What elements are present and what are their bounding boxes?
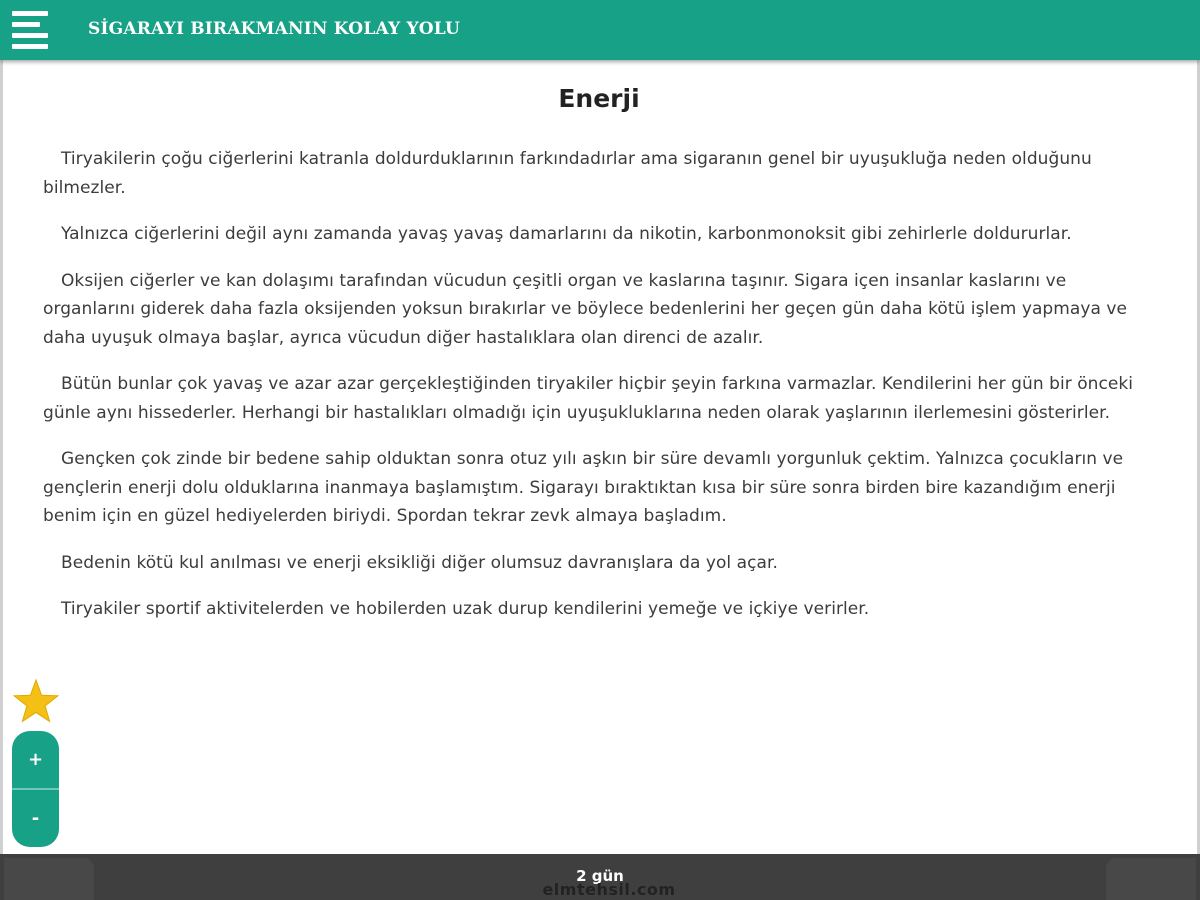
paragraph-7: Tiryakiler sportif aktivitelerden ve hobilerden uzak durup kendilerini yemeğe ve içkiye verirler. [61, 599, 870, 619]
paragraph-1: Tiryakilerin çoğu ciğerlerini katranla doldurduklarının farkındadırlar ama sigaranın genel bir uyuşukluğa neden olduğunu bilmezler. [43, 149, 1092, 198]
app-title: SİGARAYI BIRAKMANIN KOLAY YOLU [88, 19, 461, 39]
paragraph-2: Yalnızca ciğerlerini değil aynı zamanda yavaş yavaş damarlarını da nikotin, karbonmonoksit gibi zehirlerle doldururlar. [61, 224, 1072, 244]
paragraph-5: Gençken çok zinde bir bedene sahip olduktan sonra otuz yılı aşkın bir süre devamlı yorgunluk çektim. Yalnızca çocukların ve gençlerin enerji dolu olduklarına inanmaya başlamıştım. Sigarayı bıraktıktan kısa bir süre sonra birden bire kazandığım enerji benim için en güzel hediyelerden biriydi. Spordan tekrar zevk almaya başladım. [43, 449, 1124, 526]
zoom-in-button[interactable]: + [27, 749, 44, 770]
day-counter: 2 gün [576, 867, 624, 885]
paragraph-4: Bütün bunlar çok yavaş ve azar azar gerçekleştiğinden tiryakiler hiçbir şeyin farkına varmazlar. Kendilerini her gün bir önceki günle aynı hissederler. Herhangi bir hastalıkları olmadığı için uyuşukluklarına neden olarak yaşlarının ilerlemesini gösterirler. [43, 374, 1134, 423]
favorite-star-icon[interactable] [12, 678, 60, 726]
hamburger-menu-icon[interactable] [8, 8, 52, 52]
zoom-out-button[interactable]: - [31, 808, 40, 829]
paragraph-6: Bedenin kötü kul anılması ve enerji eksikliği diğer olumsuz davranışlara da yol açar. [61, 552, 778, 573]
watermark: elmtehsil.com [542, 880, 676, 899]
top-app-bar [0, 0, 1200, 60]
article [43, 82, 1155, 642]
paragraph-3: Oksijen ciğerler ve kan dolaşımı tarafından vücudun çeşitli organ ve kaslarına taşınır. Sigara içen insanlar kaslarını ve organlarını giderek daha fazla oksijenden yoksun bırakırlar ve böylece bedenlerini her geçen gün daha kötü işlem yapmaya ve daha uyuşuk olmaya başlar, ayrıca vücudun diğer hastalıklara olan direnci de azalır. [43, 270, 1127, 348]
zoom-controls [12, 731, 59, 847]
article-title: Enerji [558, 84, 640, 113]
